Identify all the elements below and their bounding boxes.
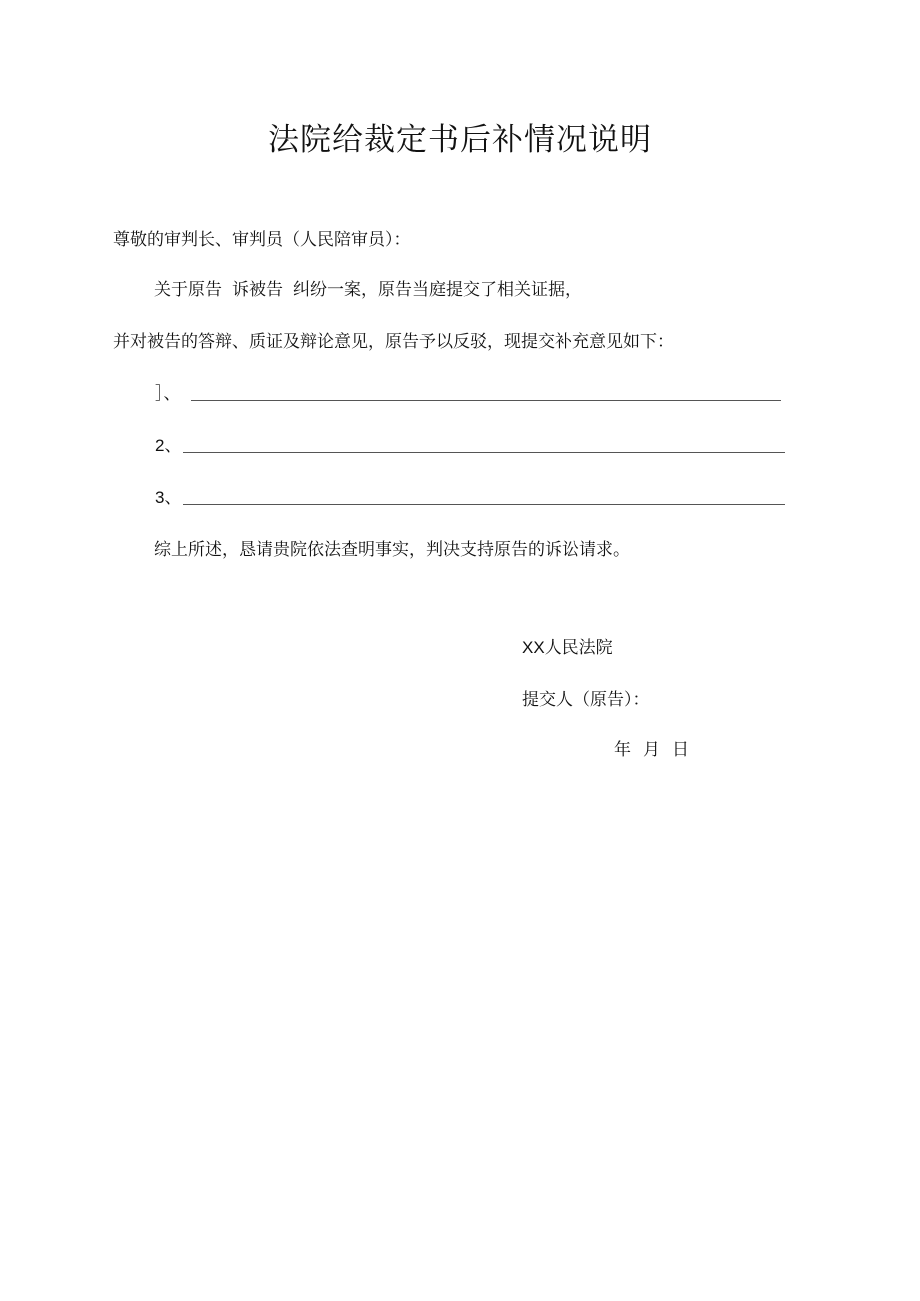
date-day: 日 [672, 740, 689, 760]
court-name [522, 636, 613, 660]
supplement-item-label: ］、 [155, 384, 181, 403]
document-title: 法院给裁定书后补情况说明 [268, 122, 652, 158]
salutation: 尊敬的审判长、审判员（人民陪审员）： [113, 230, 411, 250]
date-month: 月 [643, 740, 660, 760]
date-line [614, 738, 689, 762]
case-paragraph-part3: 纠纷一案，原告当庭提交了相关证据， [293, 280, 582, 300]
supplement-item-label: 3、 [155, 488, 182, 507]
case-paragraph-part1: 关于原告 [154, 280, 222, 300]
fill-in-blank-line[interactable] [191, 400, 781, 401]
supplement-item-2 [155, 432, 785, 458]
court-name-prefix: XX [522, 638, 545, 657]
supplement-item-3 [155, 484, 785, 510]
case-paragraph-part2: 诉被告 [232, 280, 283, 300]
fill-in-blank-line[interactable] [183, 504, 785, 505]
conclusion-paragraph: 综上所述，恳请贵院依法查明事实，判决支持原告的诉讼请求。 [154, 540, 630, 560]
supplement-item-1 [155, 380, 781, 406]
supplement-item-label: 2、 [155, 436, 182, 455]
submitter-line: 提交人（原告）： [522, 690, 650, 710]
fill-in-blank-line[interactable] [183, 452, 785, 453]
rebuttal-paragraph: 并对被告的答辩、质证及辩论意见，原告予以反驳，现提交补充意见如下： [113, 332, 674, 352]
case-paragraph [154, 278, 582, 302]
date-year: 年 [614, 740, 631, 760]
court-name-suffix: 人民法院 [544, 638, 613, 658]
